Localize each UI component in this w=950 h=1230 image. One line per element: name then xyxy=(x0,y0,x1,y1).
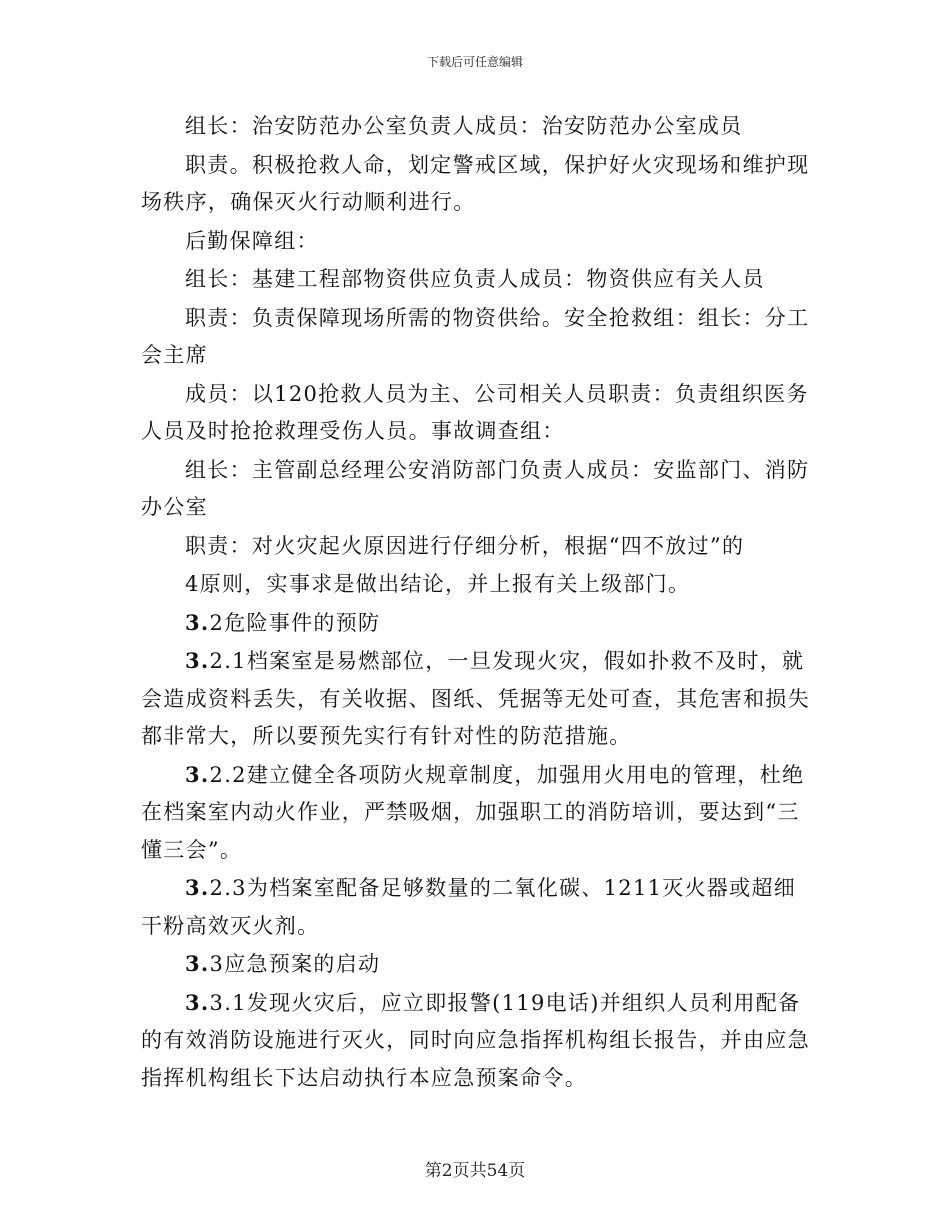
paragraph: 职责：对火灾起火原因进行仔细分析，根据“四不放过”的 xyxy=(185,533,745,558)
paragraph: 3.2.3为档案室配备足够数量的二氧化碳、1211灭火器或超细干粉高效灭火剂。 xyxy=(141,875,797,938)
paragraph: 组长：治安防范办公室负责人成员：治安防范办公室成员 xyxy=(185,114,743,138)
paragraph: 职责：负责保障现场所需的物资供给。安全抢救组：组长：分工会主席 xyxy=(141,305,810,367)
page-header: 下载后可任意编辑 xyxy=(426,55,523,69)
section-heading: 3.3应急预案的启动 xyxy=(185,951,381,976)
paragraph: 组长：主管副总经理公安消防部门负责人成员：安监部门、消防办公室 xyxy=(141,457,810,519)
paragraph: 成员：以120抢救人员为主、公司相关人员职责：负责组织医务人员及时抢抢救理受伤人员。事故调查组： xyxy=(141,381,809,443)
section-heading: 3.2危险事件的预防 xyxy=(185,609,381,635)
document-body xyxy=(141,107,813,1097)
page-footer: 第2页共54页 xyxy=(424,1161,526,1181)
paragraph: 职责。积极抢救人命，划定警戒区域，保护好火灾现场和维护现场秩序，确保灭火行动顺利进行。 xyxy=(141,152,810,214)
paragraph: 3.2.1档案室是易燃部位，一旦发现火灾，假如扑救不及时，就会造成资料丢失，有关收据、图纸、凭据等无处可查，其危害和损失都非常大，所以要预先实行有针对性的防范措施。 xyxy=(141,648,810,748)
paragraph: 4原则，实事求是做出结论，并上报有关上级部门。 xyxy=(185,572,691,596)
paragraph: 3.3.1发现火灾后，应立即报警(119电话)并组织人员利用配备的有效消防设施进行灭火，同时向应急指挥机构组长报告，并由应急指挥机构组长下达启动执行本应急预案命令。 xyxy=(141,989,810,1090)
paragraph: 组长：基建工程部物资供应负责人成员：物资供应有关人员 xyxy=(185,267,765,291)
paragraph: 后勤保障组： xyxy=(185,228,319,253)
paragraph: 3.2.2建立健全各项防火规章制度，加强用火用电的管理，杜绝在档案室内动火作业，严禁吸烟，加强职工的消防培训，要达到“三懂三会”。 xyxy=(141,761,805,862)
